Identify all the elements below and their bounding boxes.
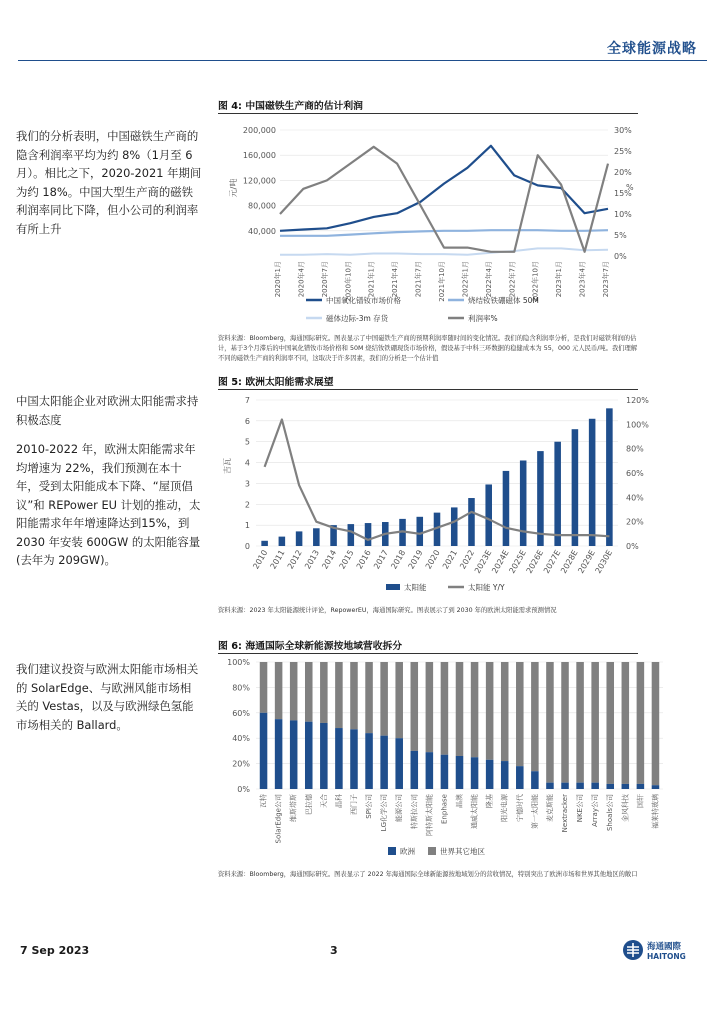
rest-of-world-bar <box>320 662 328 723</box>
figure4-series <box>280 146 608 255</box>
europe-bar <box>365 733 373 789</box>
rest-of-world-bar <box>350 662 358 729</box>
y-tick-label: 80% <box>232 683 250 693</box>
x-tick-label: 晶科 <box>334 794 343 808</box>
europe-bar <box>531 771 539 789</box>
solar-bar <box>451 507 458 546</box>
rest-of-world-bar <box>380 662 388 736</box>
y-right-tick-label: 20% <box>614 168 632 177</box>
figure4-legend <box>306 295 539 323</box>
europe-bar <box>486 760 494 789</box>
europe-bar <box>275 719 283 789</box>
y-tick-label: 6 <box>244 416 250 426</box>
rest-of-world-bar <box>591 662 599 783</box>
rest-of-world-bar <box>426 662 434 752</box>
rest-of-world-bar <box>275 662 283 719</box>
rest-of-world-bar <box>411 662 419 751</box>
figure5-ylabel: 吉瓦 <box>223 458 232 474</box>
legend-label-rest-of-world: 世界其它地区 <box>440 847 485 856</box>
x-tick-label: 2020年4月 <box>297 261 306 298</box>
figure4-x-axis <box>273 261 610 302</box>
y-tick-label: 60% <box>232 708 250 718</box>
europe-bar <box>350 729 358 789</box>
x-tick-label: 维斯塔斯 <box>289 794 298 822</box>
solar-bar <box>554 442 561 546</box>
rest-of-world-bar <box>290 662 298 720</box>
figure4-right-axis <box>614 126 632 261</box>
logo-subtext: HAITONG <box>647 952 686 961</box>
y-tick-label: 0 <box>244 542 250 551</box>
page-number: 3 <box>330 944 338 957</box>
x-tick-label: Nextracker <box>561 794 570 833</box>
rest-of-world-bar <box>486 662 494 760</box>
europe-bar <box>441 755 449 789</box>
y-right-tick-label: 0% <box>614 252 627 261</box>
y-tick-label: 1 <box>244 521 250 531</box>
rest-of-world-bar <box>471 662 479 757</box>
legend-label-inventory: 磁体边际-3m 存货 <box>326 314 389 323</box>
figure5-legend <box>386 582 505 592</box>
x-tick-label: 麦克斯能 <box>545 794 554 822</box>
legend-swatch-europe <box>388 847 396 855</box>
analysis-paragraph: 我们的分析表明，中国磁铁生产商的隐含利润率平均为约 8%（1月至 6 月）。相比之下，2020-2021 年期间为约 18%。中国大型生产商的磁铁利润率同比下降，但小公司的利润率有所上升 <box>16 129 202 236</box>
solar-bar <box>572 429 579 546</box>
x-tick-label: 2018 <box>389 548 408 571</box>
figure6-x-axis <box>259 793 660 843</box>
legend-swatch-solar <box>386 584 400 590</box>
legend-label-solar-yoy: 太阳能 Y/Y <box>468 583 505 592</box>
rest-of-world-bar <box>622 662 630 784</box>
rest-of-world-bar <box>561 662 569 783</box>
x-tick-label: 2021 <box>440 548 459 571</box>
y-tick-label: 7 <box>244 396 250 405</box>
figure6-rule <box>218 653 638 654</box>
y-tick-label: 120,000 <box>242 176 276 186</box>
solar-bar <box>296 531 303 546</box>
europe-bar <box>305 722 313 789</box>
y-right-tick-label: 100% <box>626 420 649 430</box>
legend-label-magnet50m: 烧结钕铁硼磁体 50M <box>468 296 539 305</box>
x-tick-label: SolarEdge公司 <box>274 794 283 844</box>
y-tick-label: 3 <box>244 479 250 489</box>
y-tick-label: 80,000 <box>248 201 276 211</box>
x-tick-label: 2021年4月 <box>391 261 400 298</box>
x-tick-label: 2019 <box>406 548 425 571</box>
figure4-left-axis <box>243 126 276 236</box>
x-tick-label: Array公司 <box>591 794 600 827</box>
x-tick-label: 金风科技 <box>621 794 630 822</box>
figure6-bars <box>260 662 659 789</box>
x-tick-label: 2011 <box>268 548 287 571</box>
y-right-tick-label: 20% <box>626 517 644 527</box>
x-tick-label: 巴拉德 <box>304 794 313 815</box>
legend-label-solar: 太阳能 <box>404 583 427 592</box>
x-tick-label: 2022年7月 <box>508 261 517 298</box>
x-tick-label: 西门子 <box>349 794 358 815</box>
x-tick-label: 2017 <box>372 548 391 571</box>
europe-bar <box>426 752 434 789</box>
x-tick-label: 晶澳 <box>455 794 464 808</box>
x-tick-label: 2021年1月 <box>367 261 376 298</box>
figure6-title: 图 6: 海通国际全球新能源按地域营收拆分 <box>218 641 403 652</box>
legend-label-europe: 欧洲 <box>400 847 415 856</box>
rest-of-world-bar <box>501 662 509 761</box>
solar-bar <box>365 523 372 546</box>
europe-bar <box>576 783 584 789</box>
recommendation-paragraph: 我们建议投资与欧洲太阳能市场相关的 SolarEdge、与欧洲风能市场相关的 Vestas，以及与欧洲绿色氢能市场相关的 Ballard。 <box>16 662 199 732</box>
x-tick-label: 2021年10月 <box>438 261 446 302</box>
x-tick-label: 2014 <box>320 548 339 571</box>
solar-demand-paragraph: 2010-2022 年，欧洲太阳能需求年均增速为 22%，我们预测在本十年，受到太阳能成本下降、“屋顶倡议”和 REPower EU 计划的推动，太阳能需求年年增速降达到15%，到 2030 年安装 600GW 的太阳能容量(去年为 209GW)。 <box>16 442 201 567</box>
solar-bar <box>606 408 613 546</box>
rest-of-world-bar <box>576 662 584 783</box>
rest-of-world-bar <box>531 662 539 771</box>
solar-bar <box>279 537 286 546</box>
figure6-y-axis <box>227 658 250 794</box>
y-tick-label: 200,000 <box>242 126 276 135</box>
x-tick-label: 2027E <box>541 548 563 576</box>
x-tick-label: LG化学公司 <box>380 794 389 832</box>
x-tick-label: 宁德时代 <box>515 794 524 822</box>
figure4-rule <box>218 113 638 114</box>
europe-bar <box>456 756 464 789</box>
y-right-tick-label: 80% <box>626 444 644 454</box>
x-tick-label: 2022 <box>458 548 477 571</box>
solar-attitude-paragraph: 中国太阳能企业对欧洲太阳能需求持积极态度 <box>16 394 199 427</box>
rest-of-world-bar <box>335 662 343 728</box>
rest-of-world-bar <box>546 662 554 783</box>
rest-of-world-bar <box>365 662 373 733</box>
europe-bar <box>320 723 328 789</box>
x-tick-label: 隆基 <box>485 794 494 808</box>
footer-date: 7 Sep 2023 <box>20 944 90 957</box>
solar-bar <box>261 541 268 546</box>
europe-bar <box>380 736 388 789</box>
x-tick-label: 福莱特玻璃 <box>651 794 660 829</box>
x-tick-label: 2026E <box>524 548 546 576</box>
y-tick-label: 5 <box>244 437 250 447</box>
x-tick-label: 2023年4月 <box>578 261 587 298</box>
solar-bar <box>537 451 544 546</box>
y-tick-label: 2 <box>244 500 250 510</box>
figure6-source-note: 资料来源：Bloomberg，海通国际研究。图表显示了 2022 年海通国际全球新能源按地域划分的营收情况，特别突出了欧洲市场和世界其他地区的敞口 <box>218 871 638 878</box>
x-tick-label: 天合 <box>319 794 328 808</box>
solar-bar <box>589 419 596 546</box>
solar-bar <box>313 528 320 546</box>
figure4-source-note: 资料来源：Bloomberg，海通国际研究。图表显示了中国磁铁生产商的预期利润率随时间的变化情况。我们的隐含利润率分析，是我们对磁铁利润的估计，基于3个月滞后的中国氧化镨钕市场价格和 50M 烧结钕铁硼现货市场价格，假设基于中科三环数据的稳健成本为 55，000 元人民币/吨。我们理解不同的磁铁生产商的利润率不同，这取决于许多因素，我们的分析是一个估计值 <box>218 335 638 362</box>
x-tick-label: 2021年7月 <box>414 261 423 298</box>
rest-of-world-bar <box>606 662 614 784</box>
figure6-chart <box>218 655 668 865</box>
x-tick-label: 2023年7月 <box>602 261 610 298</box>
x-tick-label: NKE公司 <box>576 794 585 823</box>
x-tick-label: 2022年10月 <box>531 261 540 302</box>
y-tick-label: 100% <box>227 658 250 667</box>
europe-bar <box>411 751 419 789</box>
x-tick-label: 2023年1月 <box>555 261 564 298</box>
x-tick-label: 2024E <box>490 548 511 576</box>
x-tick-label: Enphase <box>440 794 449 824</box>
haitong-logo <box>622 938 712 962</box>
solar-bar <box>503 471 510 546</box>
y-tick-label: 160,000 <box>242 151 276 161</box>
x-tick-label: 2010 <box>251 548 270 571</box>
x-tick-label: 瓦特 <box>259 794 268 808</box>
x-tick-label: 阿特斯太阳能 <box>425 794 434 836</box>
figure5-source-note: 资料来源：2023 年太阳能源统计评论，RepowerEU，海通国际研究。图表展示了到 2030 年的欧洲太阳能需求预测情况 <box>218 607 557 614</box>
y-right-tick-label: 10% <box>614 210 632 219</box>
x-tick-label: 特斯拉公司 <box>410 794 419 829</box>
europe-bar <box>637 784 645 789</box>
x-tick-label: 阳光电源 <box>500 794 509 822</box>
europe-bar <box>622 784 630 789</box>
legend-swatch-rest-of-world <box>428 847 436 855</box>
y-right-tick-label: 40% <box>626 493 644 503</box>
x-tick-label: SPI公司 <box>365 794 374 819</box>
x-tick-label: 2022年1月 <box>461 261 470 298</box>
rest-of-world-bar <box>441 662 449 755</box>
rest-of-world-bar <box>456 662 464 756</box>
y-tick-label: 40,000 <box>248 226 276 236</box>
europe-bar <box>290 720 298 789</box>
figure6-legend <box>388 846 485 856</box>
y-tick-label: 40% <box>232 734 250 744</box>
europe-bar <box>260 713 268 789</box>
figure4-ylabel-right: % <box>626 183 634 192</box>
y-tick-label: 4 <box>244 458 250 468</box>
x-tick-label: 2029E <box>576 548 597 576</box>
y-tick-label: 20% <box>232 759 250 769</box>
figure5-chart <box>218 392 658 602</box>
figure5-rule <box>218 389 638 390</box>
x-tick-label: 通威太阳能 <box>470 794 479 829</box>
x-tick-label: 2030E <box>593 548 615 576</box>
figure4-ylabel-left: 元/吨 <box>229 178 238 198</box>
solar-bar <box>348 524 355 546</box>
europe-bar <box>561 783 569 789</box>
rest-of-world-bar <box>395 662 403 738</box>
y-right-tick-label: 120% <box>626 396 649 405</box>
figure5-title: 图 5: 欧洲太阳能需求展望 <box>218 377 334 388</box>
x-tick-label: 2028E <box>559 548 580 576</box>
y-right-tick-label: 60% <box>626 469 644 478</box>
logo-text: 海通國際 <box>647 942 682 952</box>
x-tick-label: 2012 <box>285 548 304 571</box>
europe-bar <box>516 766 524 789</box>
x-tick-label: 2020年7月 <box>320 261 329 298</box>
x-tick-label: Shoals公司 <box>606 794 615 832</box>
x-tick-label: 2020 <box>423 548 442 571</box>
europe-bar <box>471 757 479 789</box>
europe-bar <box>546 783 554 789</box>
x-tick-label: 2025E <box>507 548 528 576</box>
x-tick-label: 第一太阳能 <box>530 794 539 829</box>
y-right-tick-label: 15% <box>614 189 632 198</box>
legend-label-praseodymium: 中国氧化镨钕市场价格 <box>326 296 401 305</box>
report-title: 全球能源战略 <box>607 41 697 57</box>
figure5-right-axis <box>626 396 649 551</box>
x-tick-label: 2020年1月 <box>274 261 282 298</box>
x-tick-label: 2016 <box>354 548 373 571</box>
europe-bar <box>606 784 614 789</box>
europe-bar <box>501 761 509 789</box>
europe-bar <box>652 785 660 789</box>
solar-bar <box>485 484 492 546</box>
x-tick-label: 2020年10月 <box>344 261 353 302</box>
europe-bar <box>591 783 599 789</box>
rest-of-world-bar <box>305 662 313 722</box>
figure4-title: 图 4: 中国磁铁生产商的估计利润 <box>218 101 363 112</box>
rest-of-world-bar <box>516 662 524 766</box>
series-line-0 <box>280 146 608 231</box>
rest-of-world-bar <box>637 662 645 784</box>
x-tick-label: 2013 <box>303 548 322 571</box>
figure5-left-axis <box>245 396 250 551</box>
solar-bar <box>416 517 423 546</box>
x-tick-label: 能源公司 <box>395 794 404 822</box>
series-line-2 <box>280 248 608 254</box>
rest-of-world-bar <box>652 662 660 785</box>
header-divider <box>18 60 707 61</box>
x-tick-label: 2022年4月 <box>484 261 493 298</box>
figure5-x-axis <box>251 549 614 576</box>
x-tick-label: 国轩 <box>636 794 645 808</box>
x-tick-label: 2023E <box>472 548 494 576</box>
figure4-chart <box>218 118 638 328</box>
rest-of-world-bar <box>260 662 268 713</box>
y-right-tick-label: 30% <box>614 126 632 135</box>
solar-bar <box>468 498 475 546</box>
y-right-tick-label: 5% <box>614 231 627 240</box>
y-right-tick-label: 25% <box>614 147 632 156</box>
y-tick-label: 0% <box>237 785 250 794</box>
europe-bar <box>395 738 403 789</box>
solar-bar <box>520 460 527 546</box>
y-right-tick-label: 0% <box>626 542 639 551</box>
europe-bar <box>335 728 343 789</box>
x-tick-label: 2015 <box>337 548 356 571</box>
legend-label-margin: 利润率% <box>468 314 498 323</box>
